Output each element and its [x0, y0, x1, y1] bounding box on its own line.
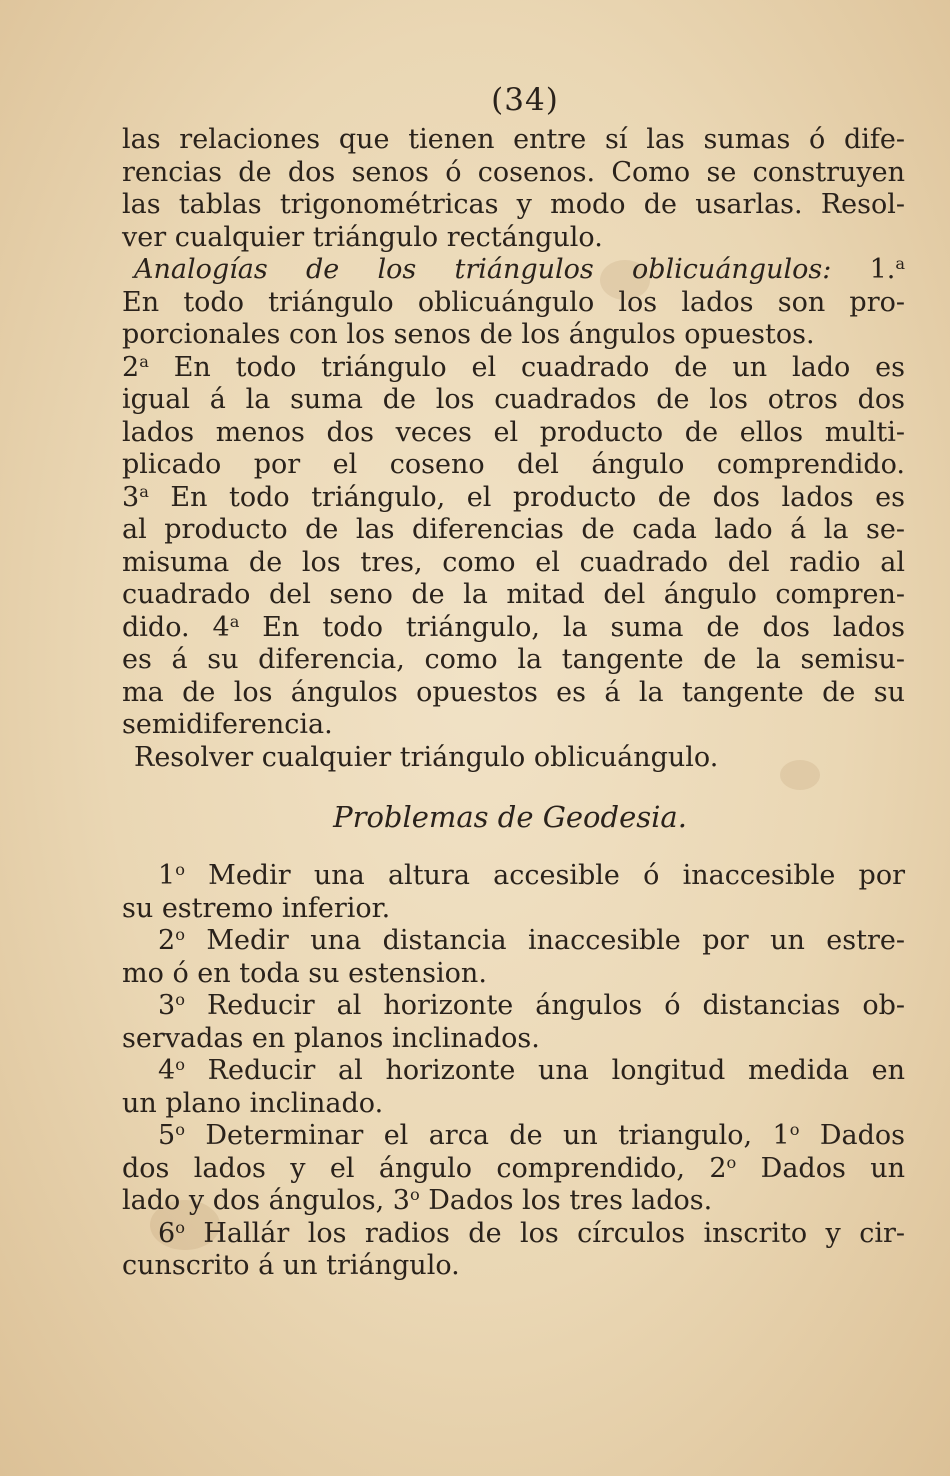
text-span: Hallár los radios de los círculos inscrito y cir-	[203, 1217, 905, 1249]
text-line	[122, 1153, 905, 1186]
sub-number: 1	[772, 1120, 790, 1151]
problem-number-sup: o	[175, 860, 185, 880]
problem-number-sup: o	[175, 990, 185, 1010]
text-span: Determinar el arca de un triangulo,	[205, 1120, 753, 1151]
text-span: dido.	[122, 611, 190, 643]
text-line: un plano inclinado.	[122, 1087, 384, 1119]
marker-sup: a	[895, 254, 905, 274]
marker-sup: a	[229, 611, 240, 631]
text-line	[122, 1185, 905, 1218]
marker: 3	[122, 481, 140, 513]
text-line: plicado por el coseno del ángulo comprendido.	[122, 449, 905, 480]
marker: 4	[212, 611, 230, 643]
sub-number: 3	[392, 1185, 410, 1216]
resolver-line: Resolver cualquier triángulo oblicuángulo.	[134, 741, 719, 773]
text-line: lados menos dos veces el producto de ellos multi-	[122, 416, 905, 448]
sub-number-sup: o	[409, 1185, 420, 1205]
text-line: misuma de los tres, como el cuadrado del radio al	[122, 546, 905, 578]
text-span: Medir una altura accesible ó inaccesible por	[208, 860, 905, 891]
text-line: cuadrado del seno de la mitad del ángulo compren-	[122, 579, 905, 610]
sub-number: 2	[709, 1152, 727, 1184]
text-line: igual á la suma de los cuadrados de los otros dos	[122, 384, 905, 415]
analogias-heading: Analogías de los triángulos oblicuángulos:	[134, 254, 832, 285]
sub-number-sup: o	[789, 1120, 800, 1140]
text-line: al producto de las diferencias de cada lado á la se-	[122, 514, 905, 545]
text-line: las tablas trigonométricas y modo de usarlas. Resol-	[122, 189, 905, 220]
text-block-main	[122, 124, 905, 774]
text-line	[122, 612, 905, 645]
text-line: cunscrito á un triángulo.	[122, 1250, 460, 1281]
analogias-heading-line	[122, 254, 905, 287]
text-line: ma de los ángulos opuestos es á la tangente de su	[122, 676, 905, 708]
problem-number-sup: o	[175, 1055, 185, 1075]
text-span: dos lados y el ángulo comprendido,	[122, 1152, 685, 1184]
text-line: semidiferencia.	[122, 709, 333, 740]
problem-number: 3	[158, 990, 176, 1021]
problem-number-sup: o	[175, 1217, 185, 1237]
text-line: ver cualquier triángulo rectángulo.	[122, 221, 603, 253]
text-line: las relaciones que tienen entre sí las sumas ó dife-	[122, 124, 905, 155]
problem-number: 5	[158, 1120, 176, 1151]
problemas-heading: Problemas de Geodesia.	[333, 800, 687, 834]
text-span: Dados un	[760, 1152, 905, 1184]
problem-line	[122, 925, 905, 958]
problem-number: 4	[158, 1055, 176, 1086]
text-line	[122, 352, 905, 385]
text-line: porcionales con los senos de los ángulos opuestos.	[122, 319, 815, 350]
problem-number-sup: o	[175, 1120, 185, 1140]
problem-line	[122, 1055, 905, 1088]
marker-sup: a	[139, 481, 149, 501]
problem-line	[122, 860, 905, 893]
problem-line	[122, 1218, 905, 1251]
problem-number-sup: o	[175, 925, 185, 945]
problem-number: 6	[158, 1217, 176, 1249]
text-line: es á su diferencia, como la tangente de la semisu-	[122, 644, 905, 675]
marker: 1.	[869, 254, 896, 285]
problem-line	[122, 1120, 905, 1153]
text-block-problems	[122, 860, 905, 1283]
text-span: Reducir al horizonte una longitud medida en	[207, 1055, 905, 1086]
text-span: Medir una distancia inaccesible por un estre-	[206, 925, 905, 956]
text-line: rencias de dos senos ó cosenos. Como se construyen	[122, 156, 905, 188]
problem-line	[122, 990, 905, 1023]
text-span: En todo triángulo, la suma de dos lados	[262, 611, 905, 643]
text-span: lado y dos ángulos,	[122, 1185, 385, 1216]
text-span: Reducir al horizonte ángulos ó distancias ob-	[206, 990, 905, 1021]
sub-number-sup: o	[726, 1152, 737, 1172]
text-line: servadas en planos inclinados.	[122, 1022, 540, 1054]
marker: 2	[122, 351, 140, 383]
problem-number: 2	[158, 925, 176, 956]
text-span: En todo triángulo, el producto de dos lados es	[170, 481, 905, 513]
text-line	[122, 482, 905, 515]
text-span: En todo triángulo el cuadrado de un lado es	[173, 351, 905, 383]
page-number: (34)	[491, 82, 559, 118]
text-line: su estremo inferior.	[122, 892, 391, 924]
text-line: mo ó en toda su estension.	[122, 957, 487, 989]
marker-sup: a	[139, 351, 149, 371]
problem-number: 1	[158, 860, 176, 891]
text-span: Dados	[819, 1120, 905, 1151]
text-line: En todo triángulo oblicuángulo los lados son pro-	[122, 286, 905, 318]
text-span: Dados los tres lados.	[428, 1185, 713, 1216]
